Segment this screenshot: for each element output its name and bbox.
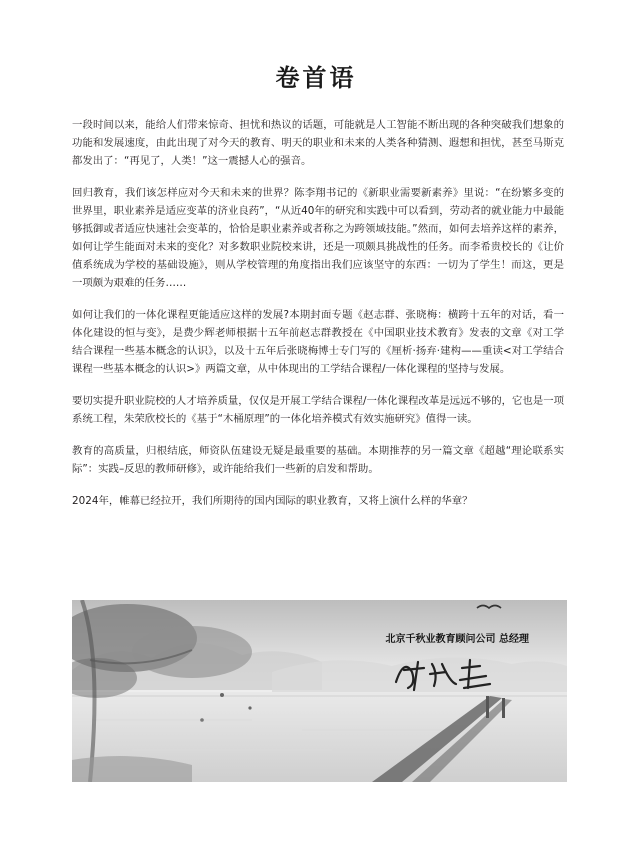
landscape-illustration	[72, 600, 567, 782]
editorial-body	[72, 116, 564, 524]
handwritten-signature-image	[390, 654, 500, 694]
paragraph-5: 教育的高质量，归根结底，师资队伍建设无疑是最重要的基础。本期推荐的另一篇文章《超越“理论联系实际”：实践–反思的教师研修》，或许能给我们一些新的启发和帮助。	[72, 445, 564, 475]
paragraph-1: 一段时间以来，能给人们带来惊奇、担忧和热议的话题，可能就是人工智能不断出现的各种突破我们想象的功能和发展速度，由此出现了对今天的教育、明天的职业和未来的人类各种猜测、遐想和担忧，甚至马斯克都发出了：“再见了，人类！”这一震撼人心的强音。	[72, 119, 564, 167]
signature-organization: 北京千秋业教育顾问公司 总经理	[385, 634, 529, 645]
paragraph-3: 如何让我们的一体化课程更能适应这样的发展?本期封面专题《赵志群、张晓梅：横跨十五年的对话，看一体化建设的恒与变》，是费少辉老师根据十五年前赵志群教授在《中国职业技术教育》发表的文章《对工学结合课程一些基本概念的认识》，以及十五年后张晓梅博士专门写的《厘析·扬弃·建构——重读<对工学结合课程一些基本概念的认识>》两篇文章，从中体现出的工学结合课程/一体化课程的坚持与发展。	[72, 309, 564, 375]
page-title: 卷首语	[275, 64, 357, 92]
paragraph-6: 2024年，帷幕已经拉开，我们所期待的国内国际的职业教育，又将上演什么样的华章？	[72, 495, 473, 507]
paragraph-2: 回归教育，我们该怎样应对今天和未来的世界？陈李翔书记的《新职业需要新素养》里说：“在纷繁多变的世界里，职业素养是适应变革的济业良药”，“从近40年的研究和实践中可以看到，劳动者的就业能力中最能够抵御或者适应快速社会变革的，恰恰是职业素养或者称之为跨领域技能。”然而，如何去培养这样的素养，如何让学生能面对未来的变化？对多数职业院校来讲，还是一项颇具挑战性的任务。而李希贵校长的《让价值系统成为学校的基础设施》，则从学校管理的角度指出我们应该坚守的东西：一切为了学生！而这，更是一项颇为艰难的任务……	[72, 187, 564, 289]
paragraph-4: 要切实提升职业院校的人才培养质量，仅仅是开展工学结合课程/一体化课程改革是远远不够的，它也是一项系统工程，朱荣欣校长的《基于“木桶原理”的一体化培养模式有效实施研究》值得一读。	[72, 395, 564, 425]
